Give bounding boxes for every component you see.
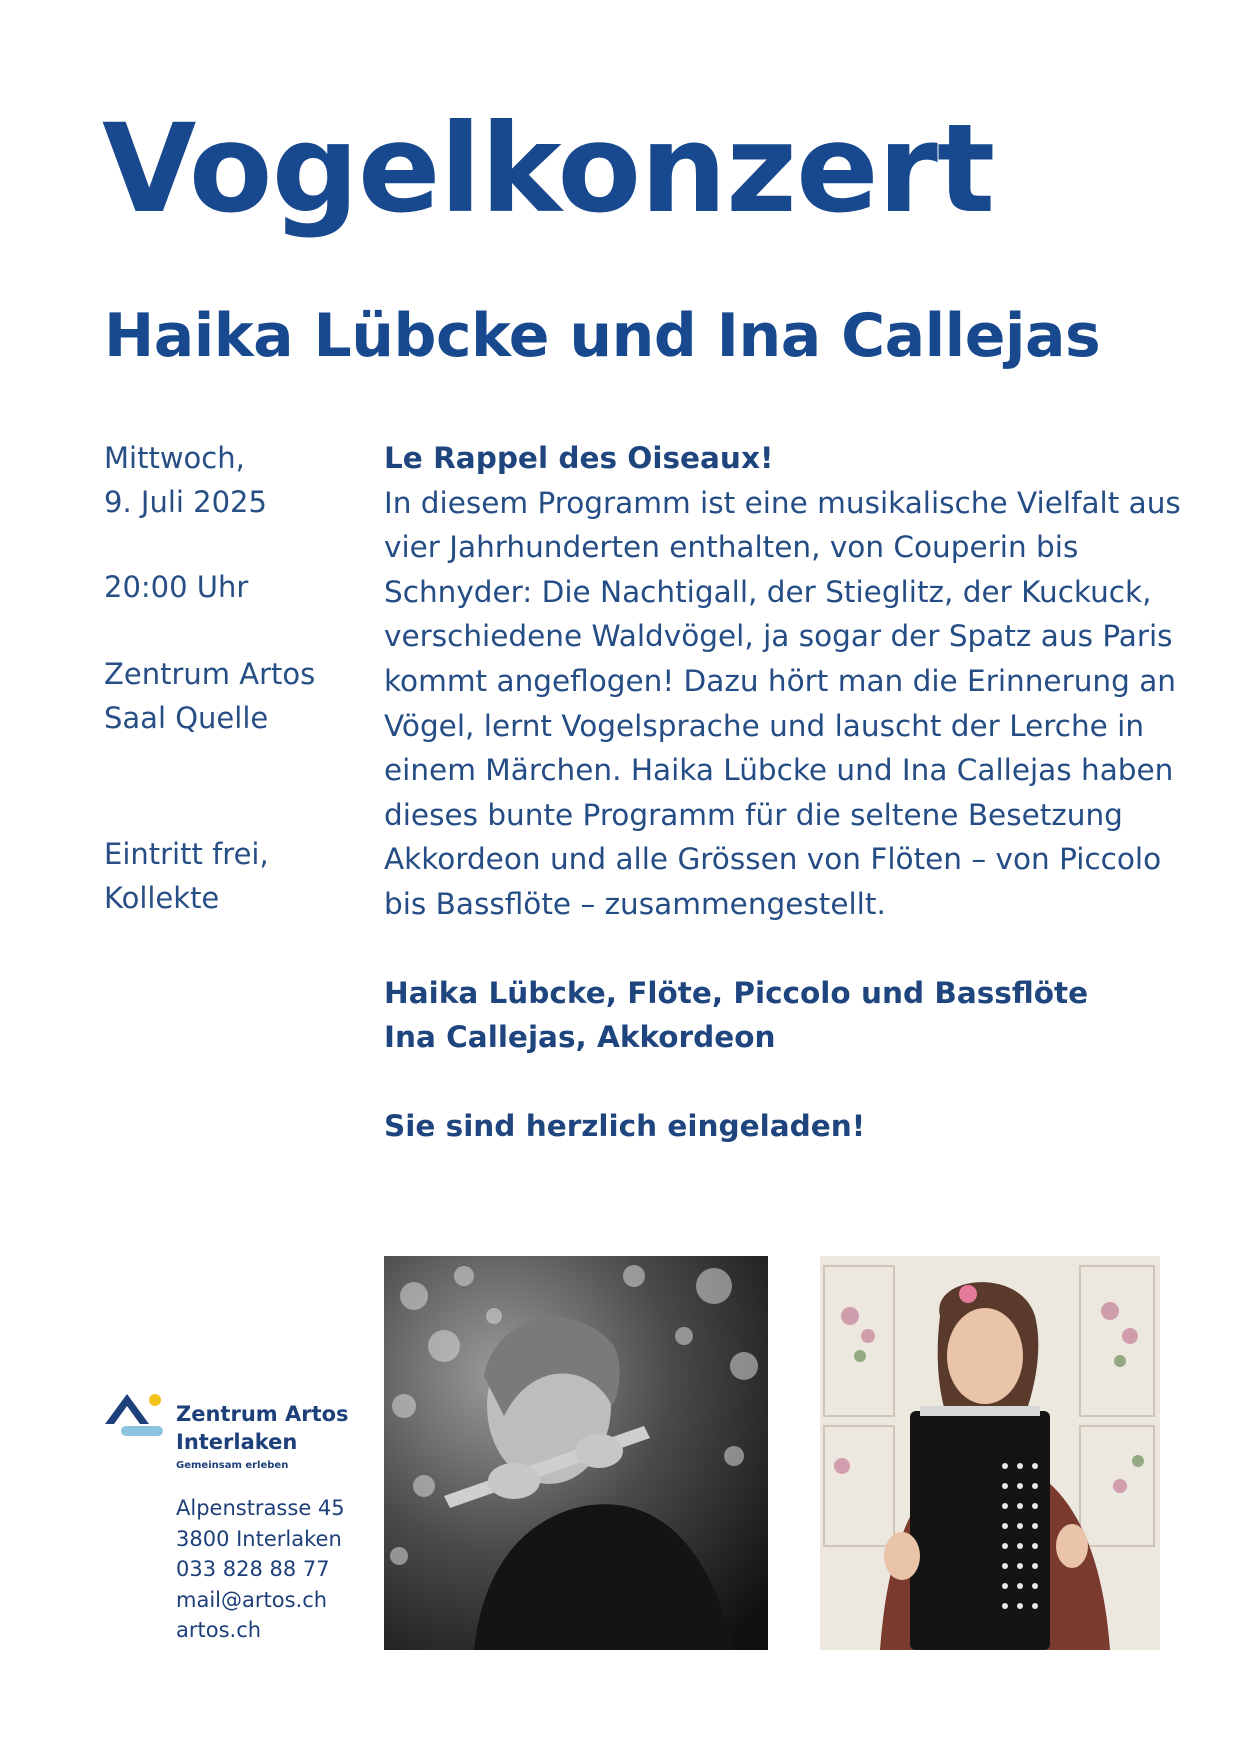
poster-subtitle: Haika Lübcke und Ina Callejas xyxy=(104,301,1101,371)
address-street: Alpenstrasse 45 xyxy=(176,1496,345,1520)
logo-wordmark xyxy=(176,1400,349,1456)
event-admission xyxy=(104,832,374,920)
admission-text: Eintritt frei, xyxy=(104,837,269,871)
program-line: dieses bunte Programm für die seltene Besetzung xyxy=(384,797,1123,832)
event-date xyxy=(104,436,374,524)
program-line: verschiedene Waldvögel, ja sogar der Spatz aus Paris xyxy=(384,619,1173,654)
contact-email: mail@artos.ch xyxy=(176,1587,328,1612)
flutist-photo-illustration xyxy=(384,1256,768,1650)
logo-tagline: Gemeinsam erleben xyxy=(176,1460,289,1471)
logo-name-line2: Interlaken xyxy=(176,1430,298,1454)
invitation-text: Sie sind herzlich eingeladen! xyxy=(384,1108,866,1143)
poster-title: Vogelkonzert xyxy=(102,98,995,240)
contact-phone: 033 828 88 77 xyxy=(176,1557,330,1581)
program-line: Akkordeon und alle Grössen von Flöten – von Piccolo xyxy=(384,842,1162,877)
admission-collection: Kollekte xyxy=(104,881,220,915)
time-text: 20:00 Uhr xyxy=(104,570,249,604)
logo-name-line1: Zentrum Artos xyxy=(176,1402,349,1426)
date-day: 9. Juli 2025 xyxy=(104,485,267,519)
contact-website: artos.ch xyxy=(176,1618,262,1642)
performer-flute: Haika Lübcke, Flöte, Piccolo und Bassflöte xyxy=(384,975,1089,1010)
venue-name: Zentrum Artos xyxy=(104,657,316,691)
event-time xyxy=(104,565,374,609)
program-heading: Le Rappel des Oiseaux! xyxy=(384,441,774,475)
accordionist-photo xyxy=(820,1256,1160,1650)
event-venue xyxy=(104,652,374,740)
program-line: Vögel, lernt Vogelsprache und lauscht der Lerche in xyxy=(384,708,1145,743)
program-line: einem Märchen. Haika Lübcke und Ina Callejas haben xyxy=(384,753,1174,788)
program-line: vier Jahrhunderten enthalten, von Couperin bis xyxy=(384,530,1079,565)
program-line: In diesem Programm ist eine musikalische Vielfalt aus xyxy=(384,485,1181,520)
date-weekday: Mittwoch, xyxy=(104,441,245,475)
program-line: kommt angeflogen! Dazu hört man die Erinnerung an xyxy=(384,663,1176,698)
performer-accordion: Ina Callejas, Akkordeon xyxy=(384,1020,776,1055)
program-line: Schnyder: Die Nachtigall, der Stieglitz, der Kuckuck, xyxy=(384,574,1152,609)
flutist-photo xyxy=(384,1256,768,1650)
address-city: 3800 Interlaken xyxy=(176,1526,342,1551)
venue-room: Saal Quelle xyxy=(104,701,269,735)
program-description xyxy=(384,436,1184,1148)
accordionist-photo-illustration xyxy=(820,1256,1160,1650)
program-line: bis Bassflöte – zusammengestellt. xyxy=(384,886,886,921)
contact-address xyxy=(176,1493,345,1646)
artos-logo-icon xyxy=(103,1390,165,1438)
